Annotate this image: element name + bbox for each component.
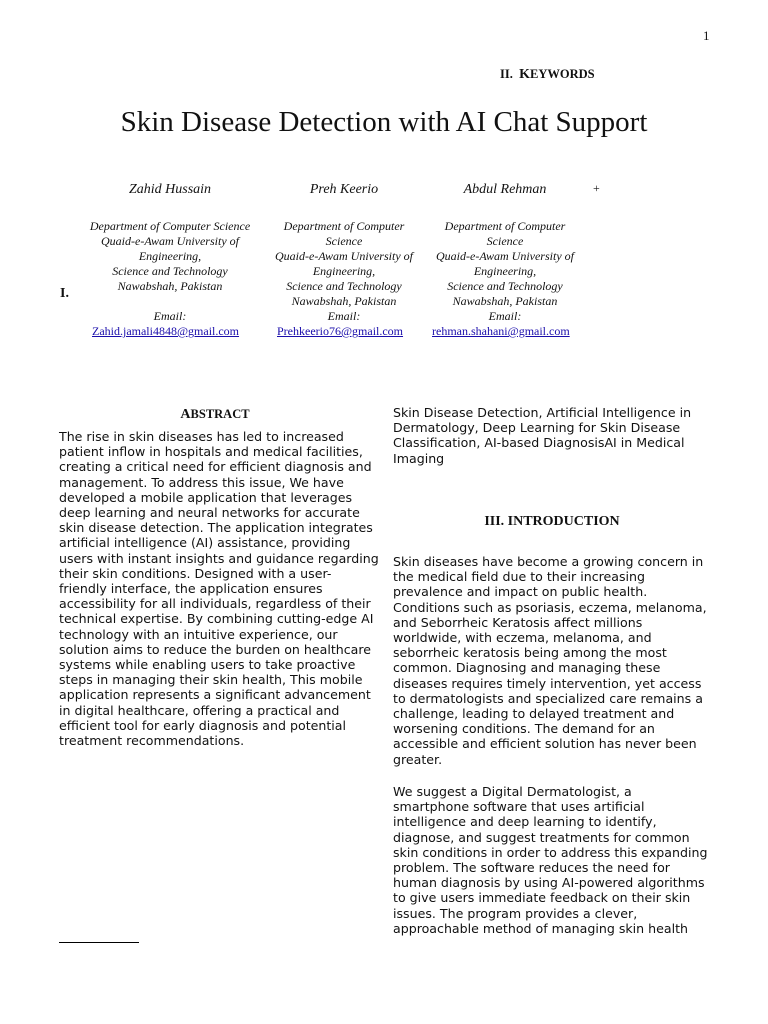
email-label-2: Email: <box>327 309 361 323</box>
author-name-2: Preh Keerio <box>309 182 379 197</box>
affiliation-line: Department of Computer <box>444 219 566 233</box>
keywords-heading <box>500 67 595 83</box>
keywords-first-letter: K <box>519 67 530 82</box>
affiliation-line: Quaid-e-Awam University of <box>275 249 413 263</box>
affiliation-line: Quaid-e-Awam University of <box>436 249 574 263</box>
section-marker: I. <box>60 286 69 301</box>
footnote-divider <box>59 942 139 943</box>
affiliation-line: Department of Computer Science <box>89 219 251 233</box>
affiliation-line: Department of Computer <box>283 219 405 233</box>
abstract-heading-rest: BSTRACT <box>190 407 250 421</box>
affiliation-line: Science <box>325 234 363 248</box>
author-name-1: Zahid Hussain <box>128 182 212 197</box>
email-link-1[interactable]: Zahid.jamali4848@gmail.com <box>92 324 240 338</box>
introduction-paragraph-2: We suggest a Digital Dermatologist, a smartphone software that uses artificial intelligence and deep learning to identify, diagnose, and suggest treatments for common skin conditions in order to address this expanding problem. The software reduces the need for human diagnosis by using AI-powered algorithms to give users immediate feedback on their skin issues. The program provides a clever, approachable method of managing skin health <box>393 784 708 936</box>
abstract-body: The rise in skin diseases has led to increased patient inflow in hospitals and medical facilities, creating a critical need for efficient diagnosis and management. To address this issue, We have developed a mobile application that leverages deep learning and neural networks for accurate skin disease detection. The application integrates artificial intelligence (AI) assistance, providing users with instant insights and guidance regarding their skin conditions. Designed with a user-friendly interface, the application ensures accessibility for all individuals, regardless of their technical expertise. By combining cutting-edge AI technology with an intuitive experience, our solution aims to reduce the burden on healthcare systems while enabling users to take proactive steps in managing their skin health, This mobile application represents a significant advancement in digital healthcare, offering a practical and efficient tool for early diagnosis and potential treatment recommendations. <box>59 429 379 749</box>
affiliation-line: Science and Technology <box>447 279 563 293</box>
affiliation-line: Engineering, <box>473 264 537 278</box>
introduction-heading: III. INTRODUCTION <box>484 514 620 529</box>
abstract-heading-first-letter: A <box>180 407 191 422</box>
author-affiliation-1 <box>82 219 258 294</box>
page-number: 1 <box>703 28 710 43</box>
author-affiliation-2 <box>256 219 432 309</box>
plus-mark: + <box>593 181 600 195</box>
paper-title: Skin Disease Detection with AI Chat Support <box>120 106 648 138</box>
affiliation-line: Science and Technology <box>112 264 228 278</box>
introduction-paragraph-1: Skin diseases have become a growing concern in the medical field due to their increasing prevalence and impact on public health. Conditions such as psoriasis, eczema, melanoma, and Seborrheic Keratosis affect millions worldwide, with eczema, melanoma, and seborrheic keratosis being among the most common. Diagnosing and managing these diseases requires timely intervention, yet access to dermatologists and specialized care remains a challenge, leading to delayed treatment and worsening conditions. The demand for an accessible and efficient solution has never been greater. <box>393 554 707 767</box>
affiliation-line: Nawabshah, Pakistan <box>117 279 223 293</box>
keywords-numeral: II. <box>500 67 513 81</box>
keywords-rest: EYWORDS <box>530 67 595 81</box>
author-affiliation-3 <box>417 219 593 309</box>
affiliation-line: Nawabshah, Pakistan <box>452 294 558 308</box>
affiliation-line: Science <box>486 234 524 248</box>
email-link-2[interactable]: Prehkeerio76@gmail.com <box>277 324 404 338</box>
abstract-heading <box>60 407 370 423</box>
affiliation-line: Quaid-e-Awam University of Engineering, <box>101 234 239 263</box>
affiliation-line: Nawabshah, Pakistan <box>291 294 397 308</box>
email-link-3[interactable]: rehman.shahani@gmail.com <box>432 324 570 338</box>
affiliation-line: Science and Technology <box>286 279 402 293</box>
email-label-1: Email: <box>153 309 187 323</box>
keywords-text: Skin Disease Detection, Artificial Intelligence in Dermatology, Deep Learning for Skin Disease Classification, AI-based DiagnosisAI in Medical Imaging <box>393 405 692 466</box>
author-name-3: Abdul Rehman <box>463 182 547 197</box>
affiliation-line: Engineering, <box>312 264 376 278</box>
email-label-3: Email: <box>488 309 522 323</box>
